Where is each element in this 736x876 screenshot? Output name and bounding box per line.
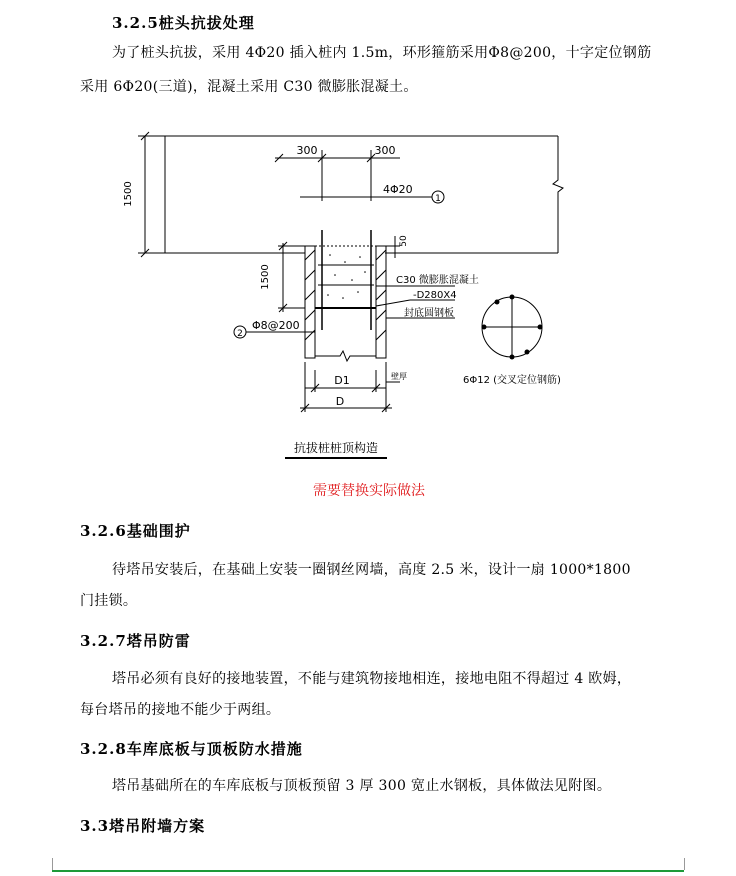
dim-1500-inner: 1500 bbox=[260, 264, 271, 290]
plate-dims-label: -D280X4 bbox=[413, 290, 457, 301]
dim-300-a: 300 bbox=[296, 144, 318, 157]
c30-label: C30 微膨胀混凝土 bbox=[396, 275, 479, 286]
paragraph-3-2-7-line2: 每台塔吊的接地不能少于两组。 bbox=[80, 702, 281, 718]
red-note: 需要替换实际做法 bbox=[313, 483, 425, 499]
page-margin-mark-left bbox=[52, 858, 53, 870]
dim-1500-left: 1500 bbox=[123, 181, 134, 207]
wall-thickness-label: 壁厚 bbox=[391, 372, 407, 381]
c30-concrete-fill bbox=[315, 246, 376, 308]
heading-3-2-5: 3.2.5桩头抗拔处理 bbox=[112, 14, 255, 32]
d-label: D bbox=[335, 395, 345, 408]
figure-caption: 抗拔桩桩顶构造 bbox=[293, 441, 379, 455]
heading-3-2-7: 3.2.7塔吊防雷 bbox=[80, 632, 191, 650]
section-label: 6Φ12 (交叉定位钢筋) bbox=[463, 375, 561, 386]
d1-label: D1 bbox=[334, 374, 350, 387]
heading-3-2-6: 3.2.6基础围护 bbox=[80, 522, 191, 540]
dim-50: 50 bbox=[399, 235, 409, 247]
paragraph-3-2-8-line1: 塔吊基础所在的车库底板与顶板预留 3 厚 300 宽止水钢板，具体做法见附图。 bbox=[112, 778, 612, 794]
stirrup-label: Φ8@200 bbox=[252, 319, 300, 332]
heading-3-3: 3.3塔吊附墙方案 bbox=[80, 817, 206, 835]
page-margin-mark-right bbox=[684, 858, 685, 870]
pile-wall-left bbox=[305, 246, 315, 358]
paragraph-3-2-5-line2: 采用 6Φ20(三道)，混凝土采用 C30 微膨胀混凝土。 bbox=[80, 79, 418, 95]
paragraph-3-2-6-line2: 门挂锁。 bbox=[80, 593, 138, 609]
break-line-right bbox=[553, 136, 563, 253]
pile-wall-right bbox=[376, 246, 386, 358]
paragraph-3-2-6-line1: 待塔吊安装后，在基础上安装一圈钢丝网墙，高度 2.5 米，设计一扇 1000*1800 bbox=[112, 562, 631, 578]
paragraph-3-2-7-line1: 塔吊必须有良好的接地装置，不能与建筑物接地相连，接地电阻不得超过 4 欧姆， bbox=[112, 671, 632, 687]
heading-3-2-8: 3.2.8车库底板与顶板防水措施 bbox=[80, 740, 303, 758]
page-footer-line bbox=[52, 870, 684, 872]
callout-1-number: 1 bbox=[435, 194, 441, 204]
callout-2-number: 2 bbox=[237, 329, 243, 339]
paragraph-3-2-5-line1: 为了桩头抗拔，采用 4Φ20 插入桩内 1.5m，环形箍筋采用Φ8@200，十字定位钢筋 bbox=[112, 45, 652, 61]
rebar-4phi20-label: 4Φ20 bbox=[383, 183, 413, 196]
plate-label: 封底圆钢板 bbox=[404, 308, 454, 319]
dim-300-b: 300 bbox=[374, 144, 396, 157]
